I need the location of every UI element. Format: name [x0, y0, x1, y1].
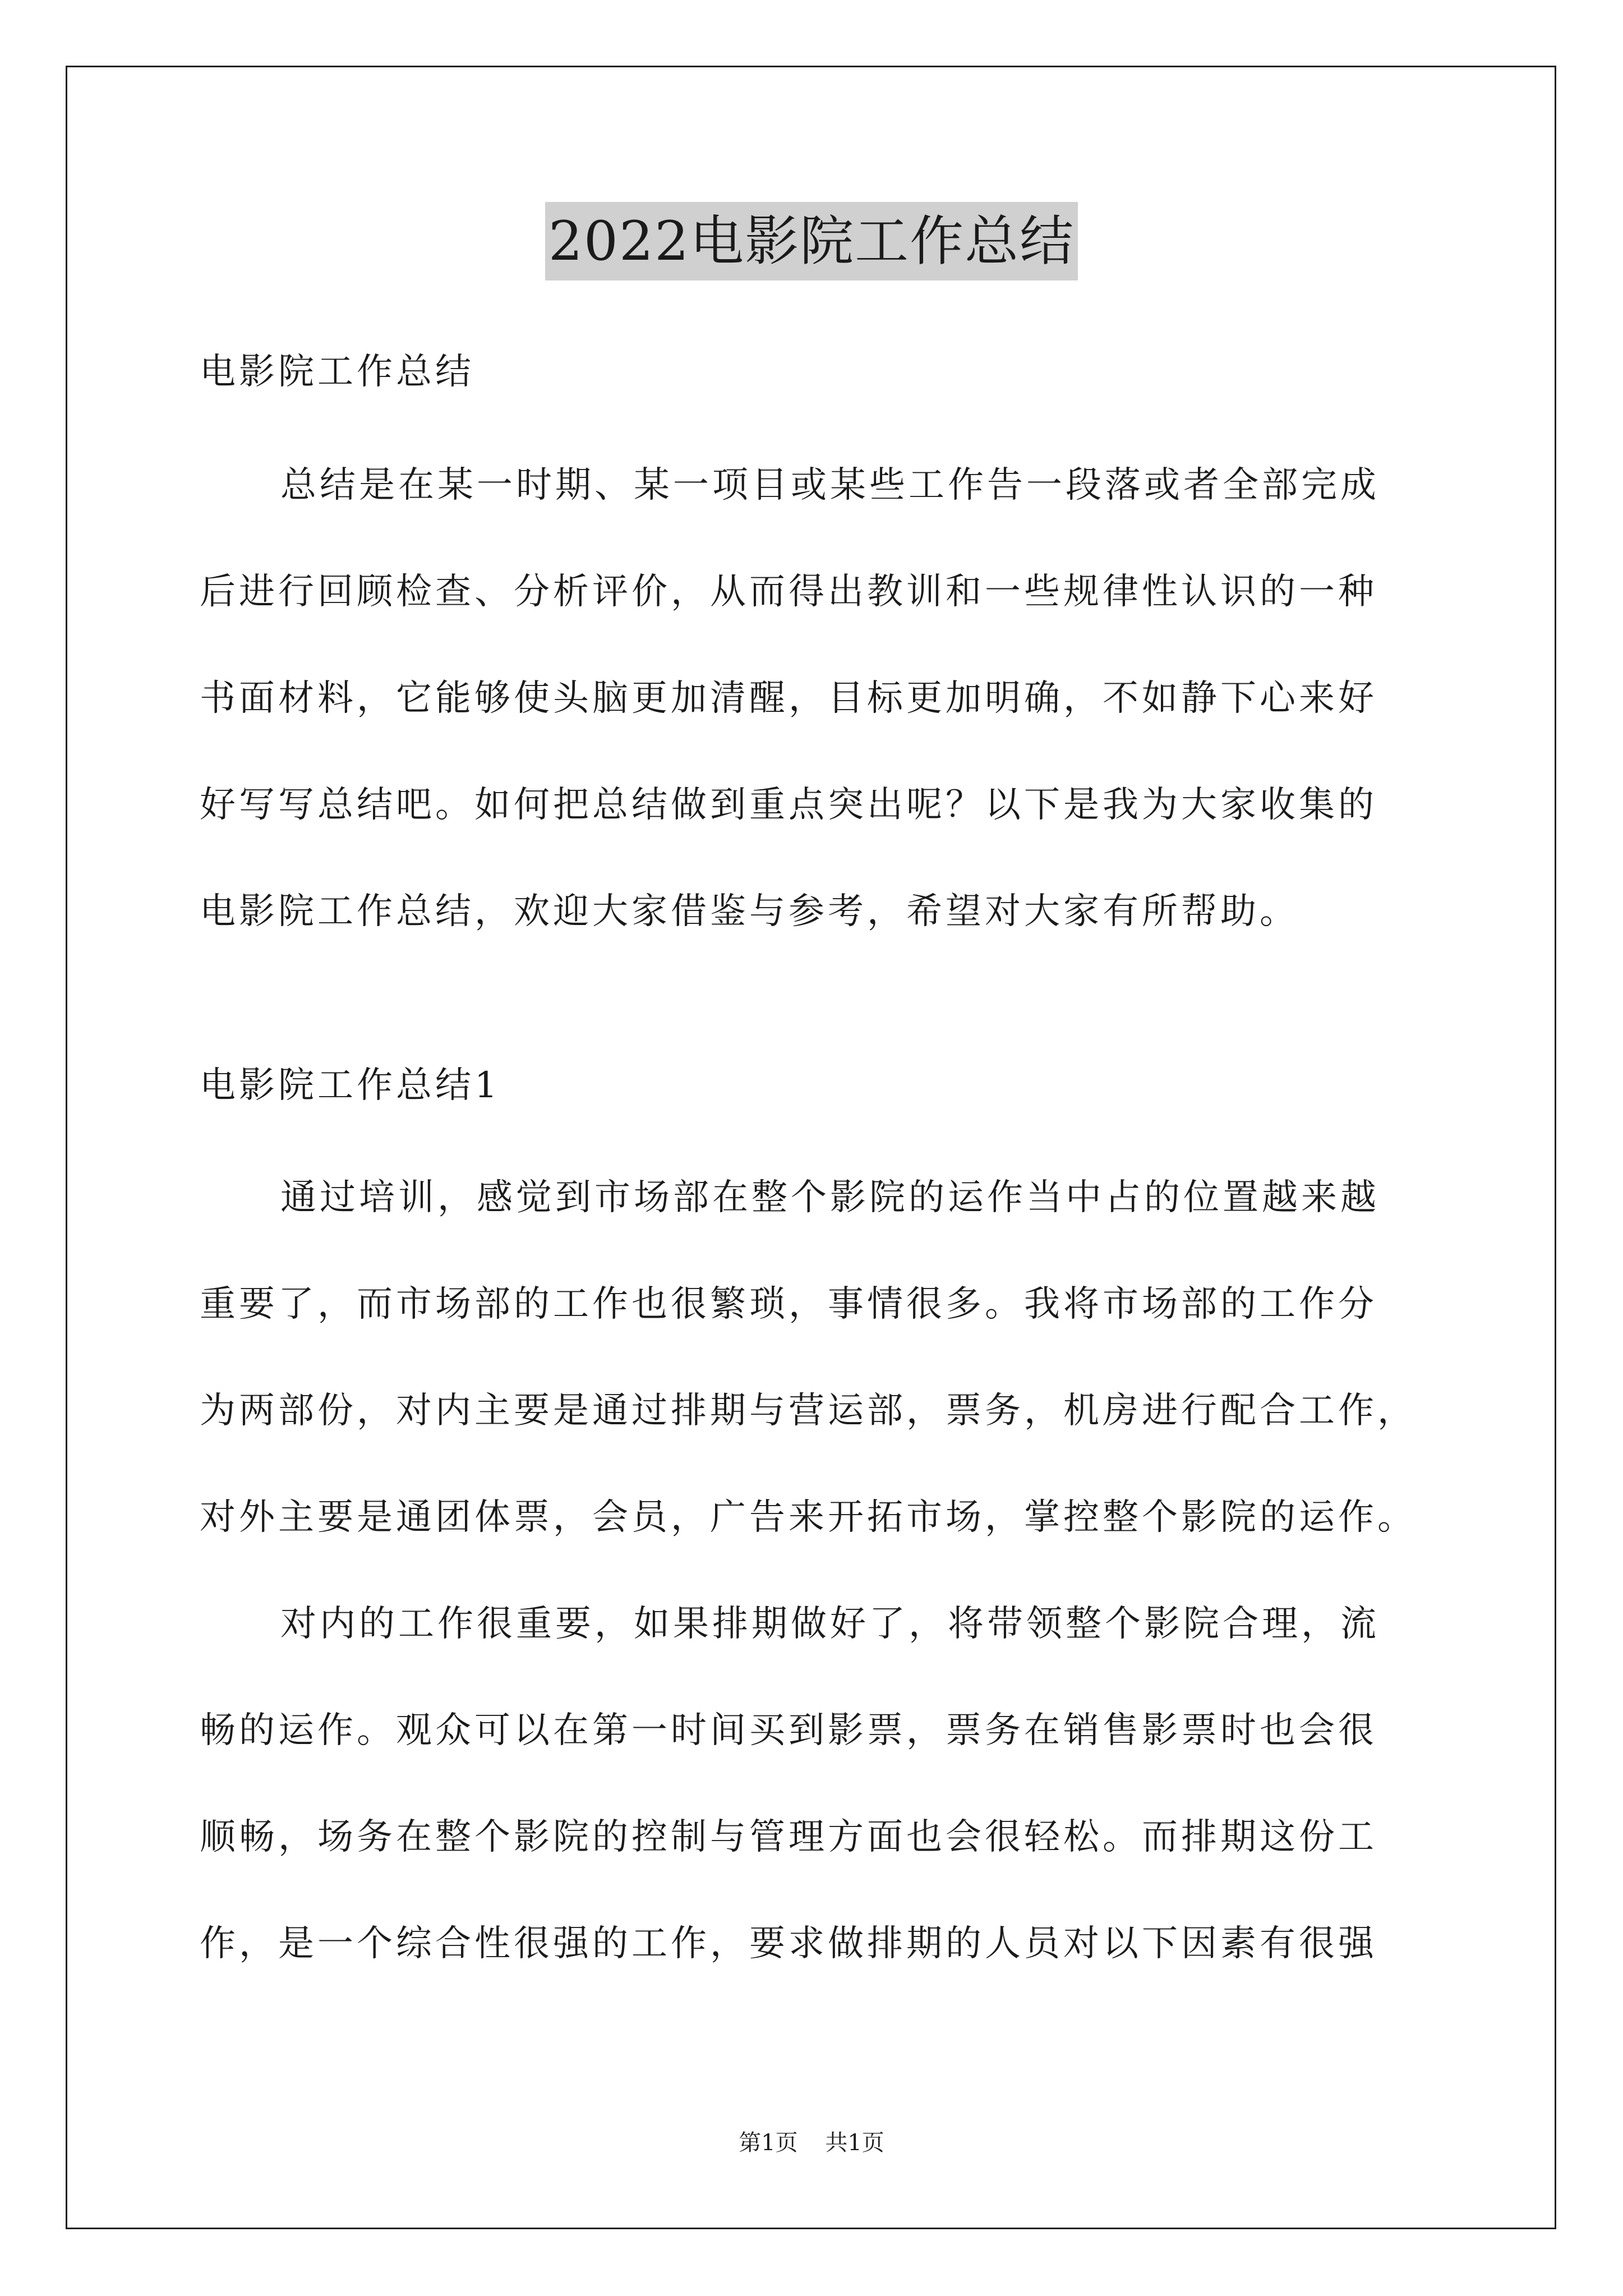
- paragraph-line: 顺畅，场务在整个影院的控制与管理方面也会很轻松。而排期这份工: [200, 1816, 1377, 1858]
- paragraph-line: 书面材料，它能够使头脑更加清醒，目标更加明确，不如静下心来好: [200, 678, 1377, 719]
- paragraph-line: 为两部份，对内主要是通过排期与营运部，票务，机房进行配合工作，: [200, 1390, 1417, 1432]
- page-footer: [0, 2126, 1623, 2160]
- paragraph-line: 对内的工作很重要，如果排期做好了，将带领整个影院合理，流: [280, 1603, 1380, 1645]
- title-container: [0, 202, 1623, 280]
- page-number-current: 第1页: [739, 2130, 798, 2156]
- paragraph-line: 畅的运作。观众可以在第一时间买到影票，票务在销售影票时也会很: [200, 1710, 1377, 1751]
- page-number-total: 共1页: [825, 2130, 884, 2156]
- paragraph-line: 总结是在某一时期、某一项目或某些工作告一段落或者全部完成: [280, 464, 1380, 506]
- paragraph-line: 作，是一个综合性很强的工作，要求做排期的人员对以下因素有很强: [200, 1923, 1377, 1964]
- paragraph-line: 好写写总结吧。如何把总结做到重点突出呢？以下是我为大家收集的: [200, 784, 1377, 826]
- paragraph-line: 重要了，而市场部的工作也很繁琐，事情很多。我将市场部的工作分: [200, 1283, 1377, 1325]
- paragraph-line: 电影院工作总结，欢迎大家借鉴与参考，希望对大家有所帮助。: [200, 891, 1299, 932]
- section-heading: 电影院工作总结1: [200, 1065, 501, 1106]
- paragraph-line: 通过培训，感觉到市场部在整个影院的运作当中占的位置越来越: [280, 1177, 1380, 1218]
- section-heading: 电影院工作总结: [200, 351, 474, 393]
- paragraph-line: 后进行回顾检查、分析评价，从而得出教训和一些规律性认识的一种: [200, 571, 1377, 613]
- paragraph-line: 对外主要是通团体票，会员，广告来开拓市场，掌控整个影院的运作。: [200, 1497, 1417, 1538]
- document-title: 2022电影院工作总结: [545, 202, 1078, 280]
